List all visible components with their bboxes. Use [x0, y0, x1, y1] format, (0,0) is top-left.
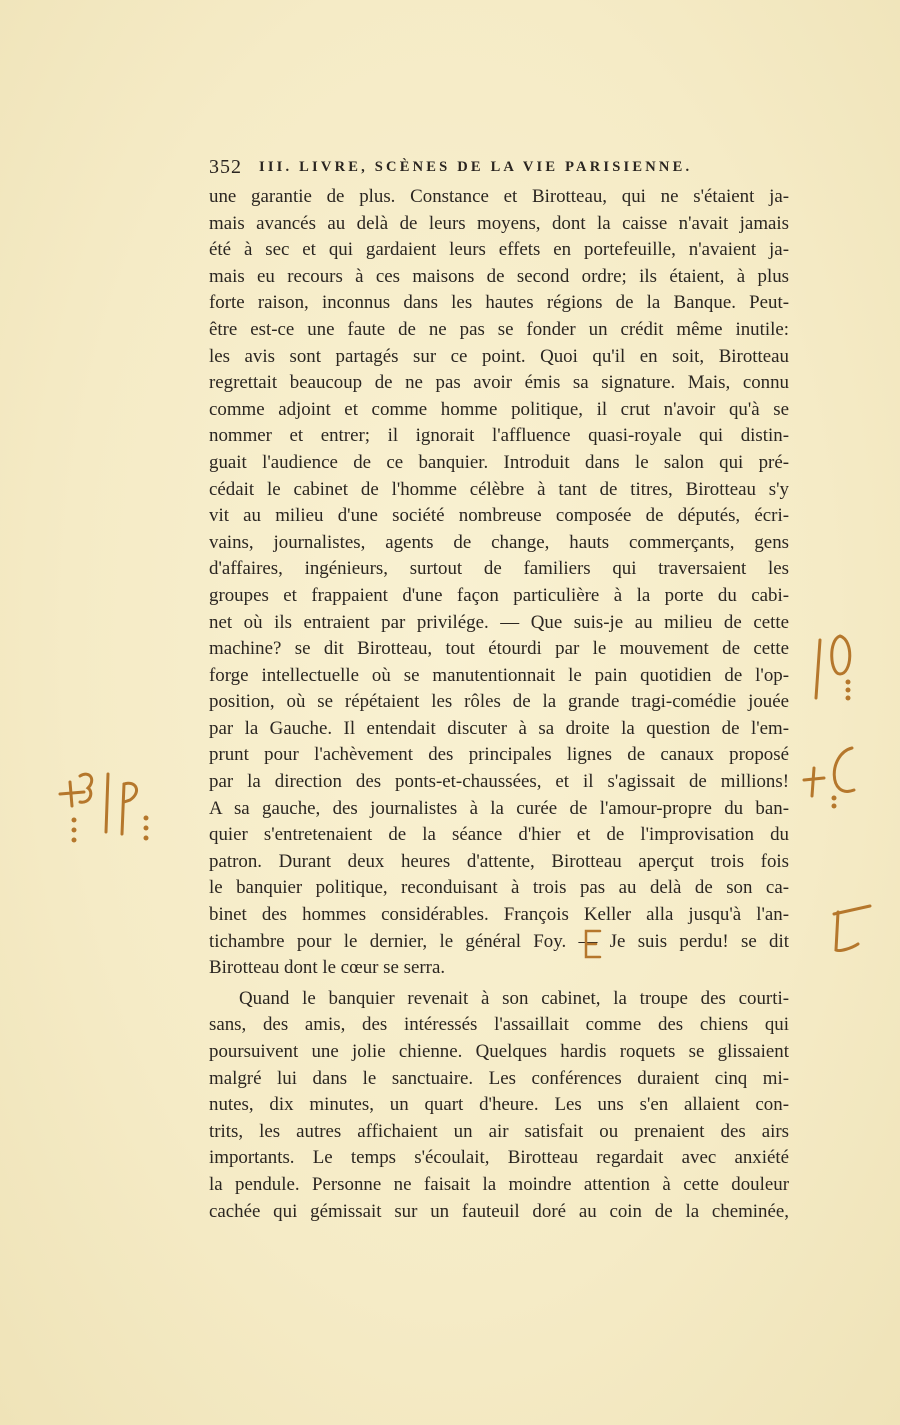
- text-line: importants. Le temps s'écoulait, Birotteau regardait avec anxiété: [209, 1147, 789, 1169]
- text-line: Birotteau dont le cœur se serra.: [209, 957, 446, 979]
- left-margin-proof-mark: [50, 762, 160, 852]
- text-line: la pendule. Personne ne faisait la moindre attention à cette douleur: [209, 1173, 789, 1195]
- text-line: forge intellectuelle où se manutentionnait le pain quotidien de l'op-: [209, 664, 789, 686]
- text-line: être est-ce une faute de ne pas se fonder un crédit même inutile:: [209, 318, 789, 340]
- text-line: nommer et entrer; il ignorait l'affluence quasi-royale qui distin-: [209, 425, 789, 447]
- page-header: [209, 156, 789, 184]
- text-line: net où ils entraient par privilége. — Que suis-je au milieu de cette: [209, 611, 789, 633]
- in-text-mark-foy: [580, 927, 606, 961]
- text-line: tichambre pour le dernier, le général Foy. — Je suis perdu! se dit: [209, 930, 789, 952]
- text-line: regrettait beaucoup de ne pas avoir émis sa signature. Mais, connu: [209, 372, 789, 394]
- right-margin-proof-mark-3: [822, 896, 882, 966]
- paragraph-2: [209, 986, 789, 1225]
- right-margin-proof-mark-1: [806, 626, 870, 706]
- text-line: nutes, dix minutes, un quart d'heure. Les uns s'en allaient con-: [209, 1094, 789, 1116]
- text-line: quier s'entretenaient de la séance d'hier et de l'improvisation du: [209, 824, 789, 846]
- text-line: patron. Durant deux heures d'attente, Birotteau aperçut trois fois: [209, 850, 789, 872]
- running-head: III. LIVRE, SCÈNES DE LA VIE PARISIENNE.: [259, 159, 693, 175]
- page-number: 352: [209, 156, 242, 178]
- text-line: vains, journalistes, agents de change, hauts commerçants, gens: [209, 531, 789, 553]
- text-line: d'affaires, ingénieurs, surtout de familiers qui traversaient les: [209, 558, 789, 580]
- text-line: par la direction des ponts-et-chaussées, et il s'agissait de millions!: [209, 771, 789, 793]
- text-line: sans, des amis, des intéressés l'assaillait comme des chiens qui: [209, 1014, 789, 1036]
- text-line: binet des hommes considérables. François Keller alla jusqu'à l'an-: [209, 904, 789, 926]
- text-line: par la Gauche. Il entendait discuter à sa droite la question de l'em-: [209, 717, 789, 739]
- text-line: position, où se répétaient les rôles de la grande tragi-comédie jouée: [209, 691, 789, 713]
- text-line: trits, les autres affichaient un air satisfait ou prenaient des airs: [209, 1120, 789, 1142]
- text-line: mais avancés au delà de leurs moyens, dont la caisse n'avait jamais: [209, 212, 789, 234]
- text-line: poursuivent une jolie chienne. Quelques hardis roquets se glissaient: [209, 1041, 789, 1062]
- text-line: groupes et frappaient d'une façon particulière à la porte du cabi-: [209, 584, 789, 606]
- text-line: vit au milieu d'une société nombreuse composée de députés, écri-: [209, 505, 789, 527]
- text-line: cédait le cabinet de l'homme célèbre à tant de titres, Birotteau s'y: [209, 478, 789, 500]
- body-text: [209, 184, 789, 1225]
- text-line: A sa gauche, des journalistes à la curée de l'amour-propre du ban-: [209, 797, 789, 819]
- text-line: cachée qui gémissait sur un fauteuil doré au coin de la cheminée,: [209, 1200, 789, 1222]
- text-line: le banquier politique, reconduisant à trois pas au delà de son ca-: [209, 877, 789, 899]
- text-line: machine? se dit Birotteau, tout étourdi par le mouvement de cette: [209, 638, 789, 660]
- text-line: forte raison, inconnus dans les hautes régions de la Banque. Peut-: [209, 292, 789, 314]
- text-line: malgré lui dans le sanctuaire. Les conférences duraient cinq mi-: [209, 1067, 789, 1089]
- text-line: les avis sont partagés sur ce point. Quoi qu'il en soit, Birotteau: [209, 345, 789, 367]
- right-margin-proof-mark-2: [798, 740, 868, 820]
- text-line: Quand le banquier revenait à son cabinet, la troupe des courti-: [239, 987, 789, 1009]
- text-line: mais eu recours à ces maisons de second ordre; ils étaient, à plus: [209, 265, 789, 287]
- text-line: prunt pour l'achèvement des principales lignes de canaux proposé: [209, 744, 789, 766]
- text-line: guait l'audience de ce banquier. Introduit dans le salon qui pré-: [209, 451, 789, 473]
- text-line: une garantie de plus. Constance et Birotteau, qui ne s'étaient ja-: [209, 186, 789, 207]
- text-line: comme adjoint et comme homme politique, il crut n'avoir qu'à se: [209, 398, 789, 420]
- paragraph-1: [209, 184, 789, 982]
- text-line: été à sec et qui gardaient leurs effets en portefeuille, n'avaient ja-: [209, 239, 789, 261]
